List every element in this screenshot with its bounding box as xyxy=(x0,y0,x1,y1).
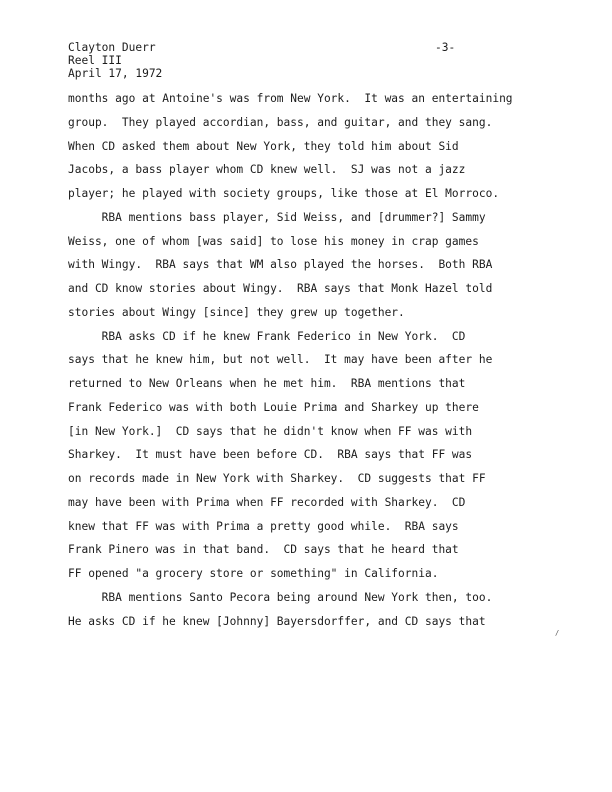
reel-label: Reel III xyxy=(68,54,122,67)
text-line: says that he knew him, but not well. It may have been after he xyxy=(68,353,493,367)
page-number: -3- xyxy=(435,41,456,54)
text-line: Jacobs, a bass player whom CD knew well. SJ was not a jazz xyxy=(68,163,466,177)
text-line: RBA asks CD if he knew Frank Federico in New York. CD xyxy=(68,329,466,343)
text-line: RBA mentions Santo Pecora being around New York then, too. xyxy=(68,590,493,604)
text-line: on records made in New York with Sharkey. CD suggests that FF xyxy=(68,472,486,485)
text-line: Weiss, one of whom [was said] to lose his money in crap games xyxy=(68,234,479,248)
transcript-body xyxy=(68,87,608,633)
text-line: When CD asked them about New York, they told him about Sid xyxy=(68,139,459,153)
text-line: Frank Pinero was in that band. CD says that he heard that xyxy=(68,543,459,557)
interviewee-name: Clayton Duerr xyxy=(68,41,156,54)
text-line: returned to New Orleans when he met him. RBA mentions that xyxy=(68,377,466,390)
text-line: stories about Wingy [since] they grew up together. xyxy=(68,305,405,319)
text-line: with Wingy. RBA says that WM also played the horses. Both RBA xyxy=(68,258,493,272)
text-line: He asks CD if he knew [Johnny] Bayersdorffer, and CD says that xyxy=(68,614,486,628)
text-line: may have been with Prima when FF recorded with Sharkey. CD xyxy=(68,495,466,509)
text-line: group. They played accordian, bass, and guitar, and they sang. xyxy=(68,115,493,129)
interview-date: April 17, 1972 xyxy=(68,67,163,80)
margin-mark: / xyxy=(555,629,560,637)
text-line: Sharkey. It must have been before CD. RBA says that FF was xyxy=(68,448,473,462)
text-line: [in New York.] CD says that he didn't know when FF was with xyxy=(68,424,473,438)
text-line: FF opened "a grocery store or something" in California. xyxy=(68,567,439,580)
text-line: player; he played with society groups, like those at El Morroco. xyxy=(68,187,500,200)
text-line: Frank Federico was with both Louie Prima and Sharkey up there xyxy=(68,400,479,414)
text-line: RBA mentions bass player, Sid Weiss, and [drummer?] Sammy xyxy=(68,210,486,224)
text-line: knew that FF was with Prima a pretty good while. RBA says xyxy=(68,519,459,533)
text-line: and CD know stories about Wingy. RBA says that Monk Hazel told xyxy=(68,282,493,295)
text-line: months ago at Antoine's was from New York. It was an entertaining xyxy=(68,92,513,105)
